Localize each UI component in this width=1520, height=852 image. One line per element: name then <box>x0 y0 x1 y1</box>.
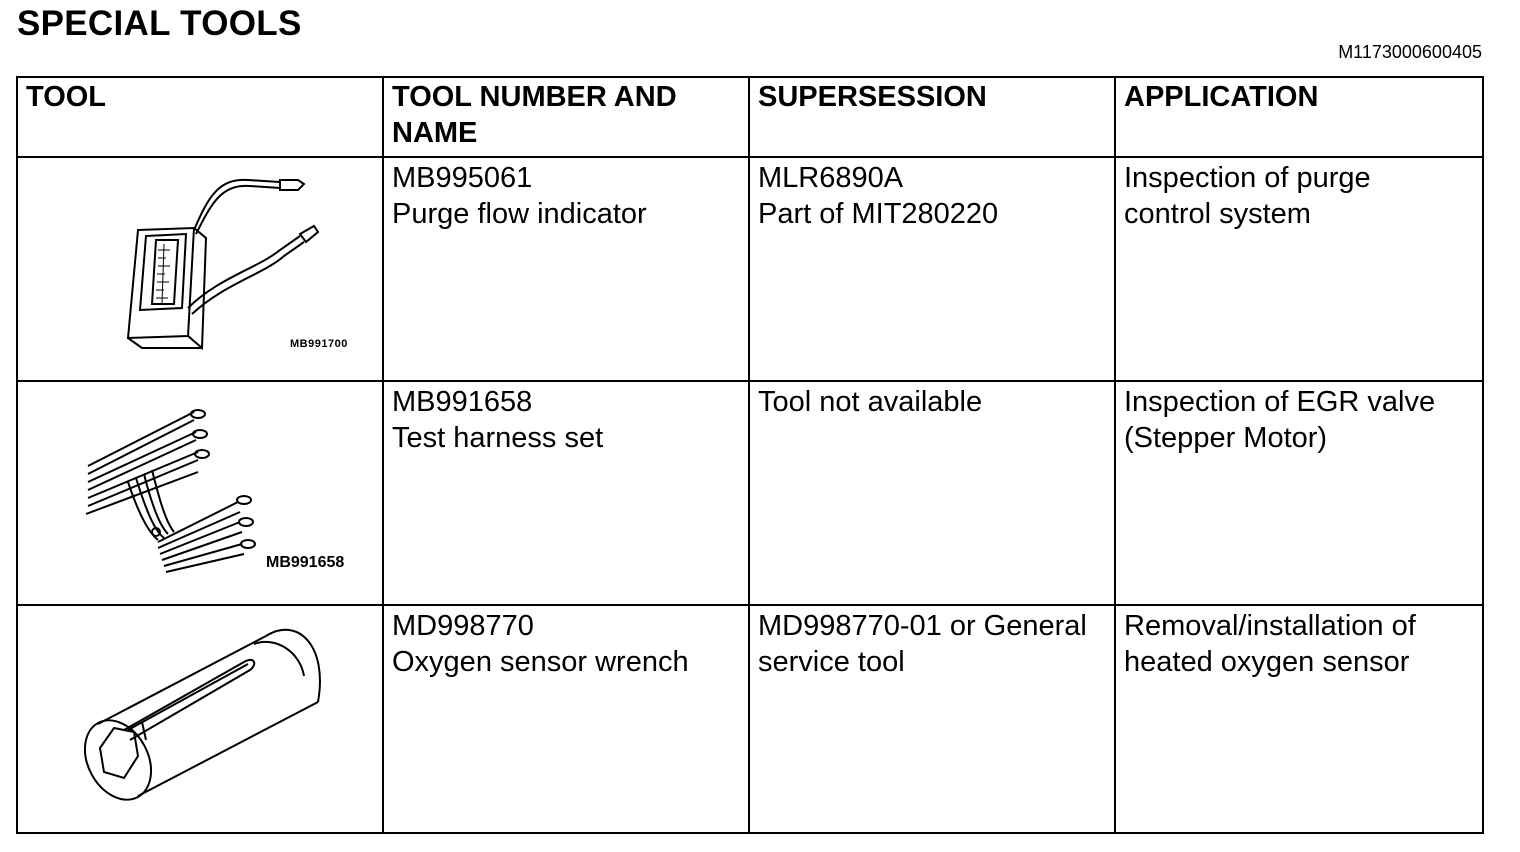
tool-number: MB995061 <box>392 162 533 194</box>
supersession-cell: MLR6890A Part of MIT280220 <box>749 157 1115 381</box>
tool-name: Oxygen sensor wrench <box>392 646 689 678</box>
table-row <box>17 381 1483 605</box>
supersession-cell: Tool not available <box>749 381 1115 605</box>
column-header-supersession: SUPERSESSION <box>749 77 1115 157</box>
tool-image-cell <box>17 157 383 381</box>
tool-number: MB991658 <box>392 386 533 418</box>
tool-name: Purge flow indicator <box>392 198 647 230</box>
figure-code: MB991700 <box>290 338 348 350</box>
document-code: M1173000600405 <box>1338 42 1482 62</box>
tool-number-cell <box>383 605 749 833</box>
application-cell: Inspection of purge control system <box>1115 157 1483 381</box>
tool-number-cell <box>383 157 749 381</box>
tool-image-cell <box>17 381 383 605</box>
application-cell: Inspection of EGR valve (Stepper Motor) <box>1115 381 1483 605</box>
page-title: SPECIAL TOOLS <box>17 4 302 43</box>
application-cell: Removal/installation of heated oxygen sensor <box>1115 605 1483 833</box>
figure-code: MB991658 <box>266 554 345 571</box>
table-header-row <box>17 77 1483 157</box>
tool-image-cell <box>17 605 383 833</box>
tool-number: MD998770 <box>392 610 534 642</box>
tool-number-cell <box>383 381 749 605</box>
oxygen-sensor-wrench-icon <box>18 606 382 832</box>
special-tools-table <box>16 76 1484 834</box>
column-header-tool-number: TOOL NUMBER AND NAME <box>383 77 749 157</box>
supersession-cell: MD998770-01 or General service tool <box>749 605 1115 833</box>
tool-name: Test harness set <box>392 422 604 454</box>
column-header-tool: TOOL <box>17 77 383 157</box>
table-row <box>17 157 1483 381</box>
table-row <box>17 605 1483 833</box>
column-header-application: APPLICATION <box>1115 77 1483 157</box>
